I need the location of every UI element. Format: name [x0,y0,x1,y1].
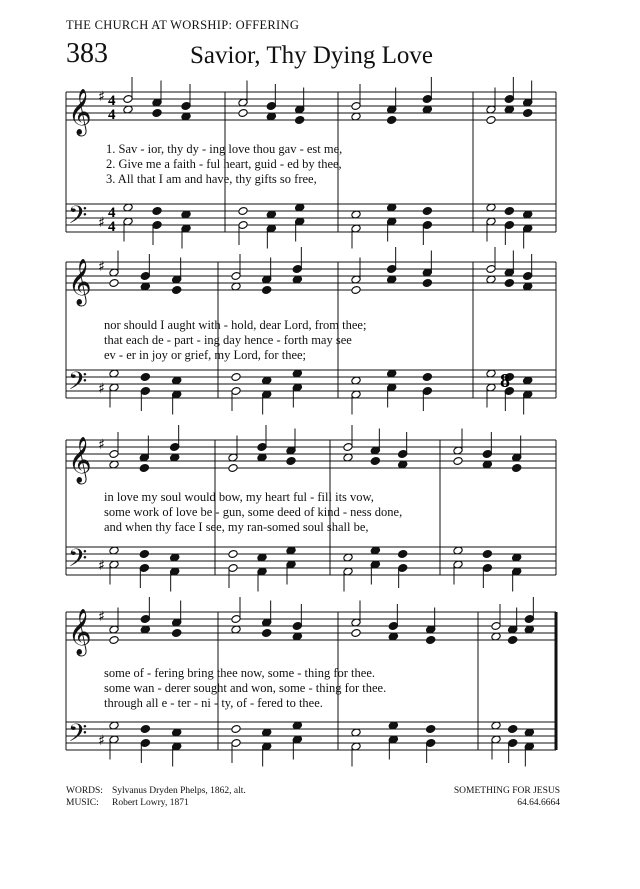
sharp-icon: ♯ [98,89,105,105]
note-head [426,725,436,734]
treble-clef: 𝄞 [68,609,92,655]
note-head [295,116,305,125]
sharp-icon: ♯ [98,609,105,625]
clef-change-label: 8 [500,370,510,392]
lyric-line: that each de - part - ing day hence - forth may see [104,333,352,347]
note-head [351,629,361,638]
sharp-icon: ♯ [98,259,105,275]
hymn-title: Savior, Thy Dying Love [190,42,433,69]
note-head [422,279,432,288]
lyric-line: some of - fering bring thee now, some - thing for thee. [104,666,375,680]
note-head [523,109,533,118]
sharp-icon: ♯ [98,215,105,231]
lyric-line: 3. All that I am and have, thy gifts so free, [106,172,317,186]
bass-clef: 𝄢 [68,544,88,579]
time-signature-top: 4 [108,93,116,109]
note-head [172,286,182,295]
sharp-icon: ♯ [98,437,105,453]
note-head [109,636,119,645]
note-head [508,636,518,645]
lyric-line: and when thy face I see, my ran-somed soul shall be, [104,520,369,534]
note-head [231,373,241,382]
bass-clef: 𝄢 [68,367,88,402]
time-signature-top: 4 [108,205,116,221]
note-head [140,373,150,382]
lyric-line: ev - er in joy or grief, my Lord, for thee; [104,348,307,362]
note-head [512,464,522,473]
lyric-line: in love my soul would bow, my heart ful - fill its vow, [104,490,374,504]
note-head [387,116,397,125]
note-head [152,109,162,118]
note-head [140,725,150,734]
lyric-line: 2. Give me a faith - ful heart, guid - ed by thee, [106,157,342,171]
lyric-line: through all e - ter - ni - ty, of - fered to thee. [104,696,323,710]
note-head [398,550,408,559]
note-head [238,207,248,216]
sharp-icon: ♯ [98,558,105,574]
note-head [422,373,432,382]
note-head [453,457,463,466]
lyric-line: some work of love be - gun, some deed of kind - ness done, [104,505,403,519]
sharp-icon: ♯ [98,733,105,749]
treble-clef: 𝄞 [68,259,92,305]
words-credit: Sylvanus Dryden Phelps, 1862, alt. [112,786,246,796]
note-head [351,286,361,295]
note-head [139,550,149,559]
note-head [228,464,238,473]
time-signature-bottom: 4 [108,107,116,123]
note-head [486,116,496,125]
note-head [228,550,238,559]
music-credit: Robert Lowry, 1871 [112,798,189,808]
music-label: MUSIC: [66,798,99,808]
note-head [172,629,182,638]
lyric-line: nor should I aught with - hold, dear Lord, from thee; [104,318,367,332]
note-head [152,207,162,216]
note-head [238,109,248,118]
note-head [262,286,272,295]
bass-clef: 𝄢 [68,719,88,754]
note-head [426,636,436,645]
hymn-number: 383 [66,38,108,69]
note-head [504,207,514,216]
note-head [109,279,119,288]
note-head [231,725,241,734]
meter: 64.64.6664 [517,798,560,808]
note-head [262,629,272,638]
note-head [508,725,518,734]
time-signature-bottom: 4 [108,219,116,235]
words-label: WORDS: [66,786,103,796]
section-label: THE CHURCH AT WORSHIP: OFFERING [66,18,300,32]
note-head [422,207,432,216]
note-head [504,279,514,288]
treble-clef: 𝄞 [68,89,92,135]
sharp-icon: ♯ [98,381,105,397]
note-head [139,464,149,473]
tune-name: SOMETHING FOR JESUS [453,786,560,796]
treble-clef: 𝄞 [68,437,92,483]
lyric-line: some wan - derer sought and won, some - thing for thee. [104,681,387,695]
note-head [370,457,380,466]
bass-clef: 𝄢 [68,201,88,236]
note-head [286,457,296,466]
note-head [482,550,492,559]
lyric-line: 1. Sav - ior, thy dy - ing love thou gav - est me, [106,142,343,156]
